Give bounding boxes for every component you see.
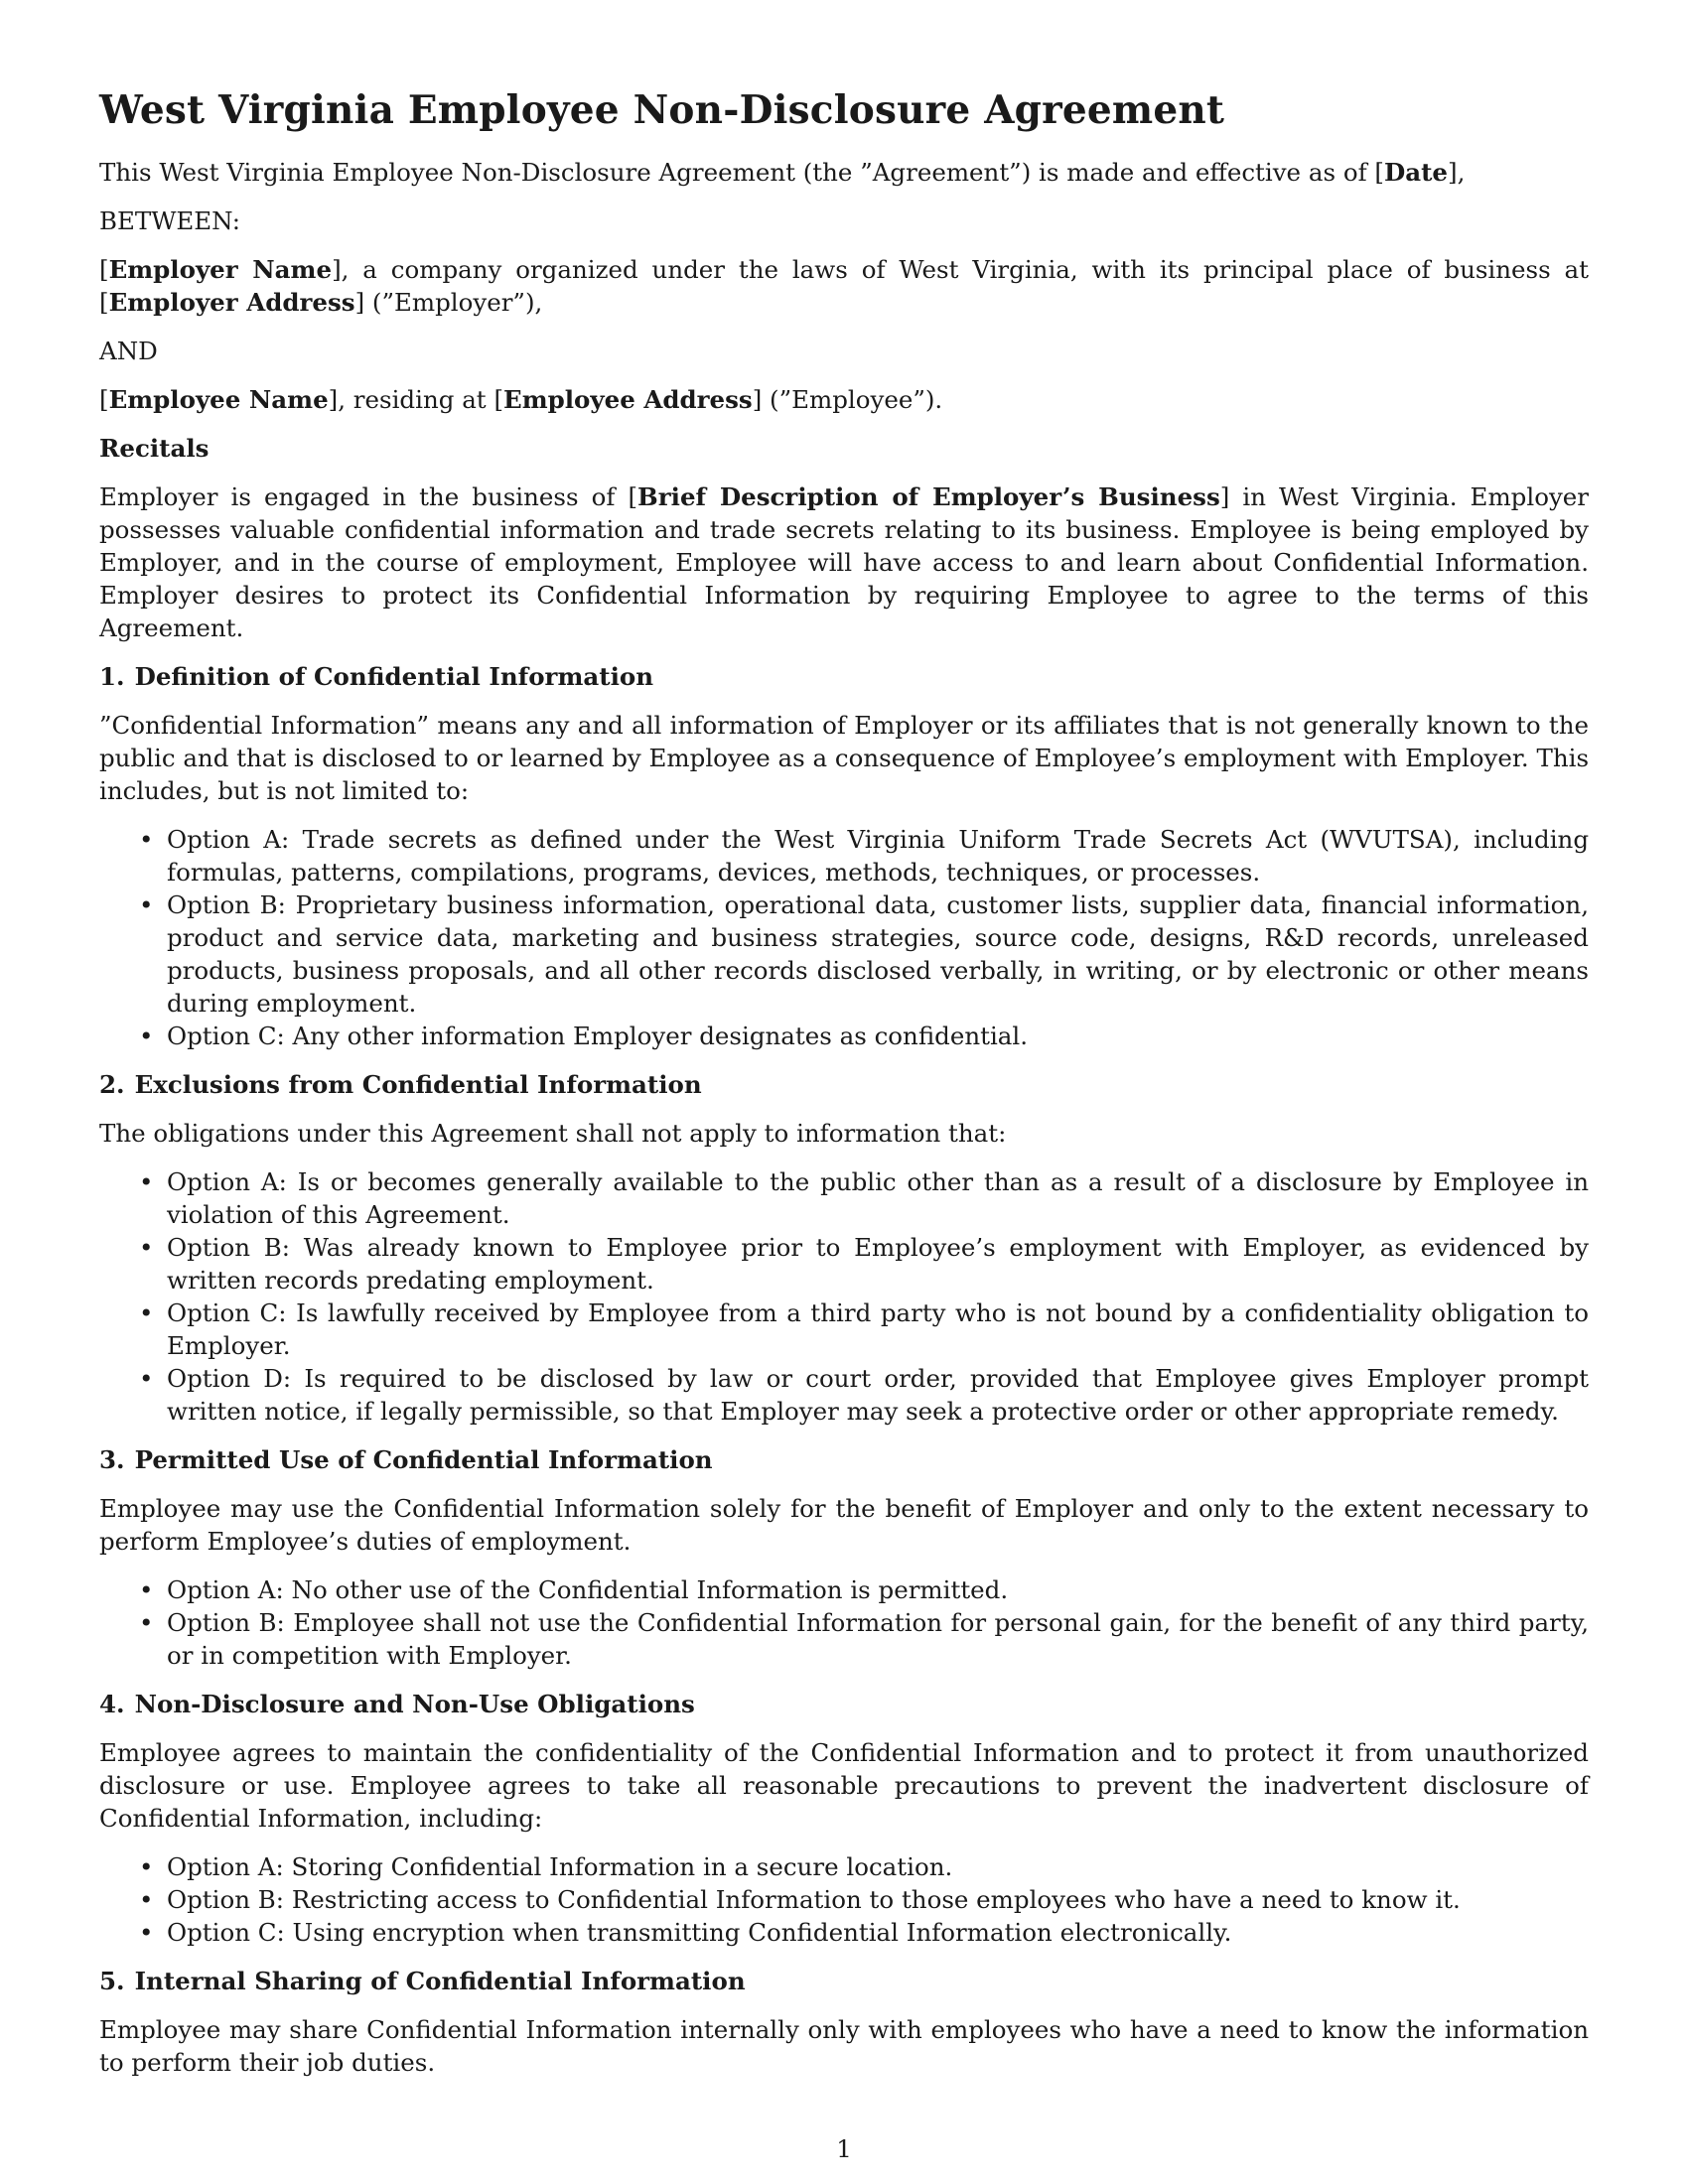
list-item: • Option C: Any other information Employer designates as confidential. <box>99 1020 1589 1052</box>
list-item: • Option C: Is lawfully received by Employee from a third party who is not bound by a confidentiality obligation to Employer. <box>99 1297 1589 1362</box>
document-title: West Virginia Employee Non-Disclosure Agreement <box>99 87 1225 133</box>
section-heading <box>99 1688 1589 1720</box>
page-number: 1 <box>836 2134 852 2163</box>
employer-end-text: (”Employer”), <box>364 288 543 317</box>
employer-address-placeholder: Employer Address <box>108 288 355 317</box>
document-body <box>99 156 1589 2095</box>
section-title: Permitted Use of Confidential Information <box>134 1445 713 1474</box>
employer-name-placeholder: Employer Name <box>108 255 333 284</box>
list-item: • Option B: Restricting access to Confidential Information to those employees who have a need to know it. <box>99 1883 1589 1916</box>
option-list <box>99 1165 1589 1428</box>
section-body: The obligations under this Agreement shall not apply to information that: <box>99 1119 1007 1148</box>
section-number: 3. <box>99 1445 125 1474</box>
employee-end-text: (”Employee”). <box>762 385 943 414</box>
recitals-paragraph: Employer is engaged in the business of [Brief Description of Employer’s Business] in West Virginia. Employer possesses valuable confidential information and trade secrets relating to its business. Employee is being employed by Employer, and in the course of employment, Employee will have access to and learn about Confidential Information. Employer desires to protect its Confidential Information by requiring Employee to agree to the terms of this Agreement. <box>99 482 1589 642</box>
section-body: ”Confidential Information” means any and all information of Employer or its affiliates that is not generally known to the public and that is disclosed to or learned by Employee as a consequence of Employee’s employment with Employer. This includes, but is not limited to: <box>99 711 1590 805</box>
section-title: Definition of Confidential Information <box>134 662 654 691</box>
recitals-pre-text: Employer is engaged in the business of <box>99 482 629 511</box>
list-item: • Option D: Is required to be disclosed by law or court order, provided that Employee gives Employer prompt written notice, if legally permissible, so that Employer may seek a protective order or other appropriate remedy. <box>99 1362 1589 1428</box>
employer-mid-text: , a company organized under the laws of West Virginia, with its principal place of business at <box>341 255 1589 284</box>
list-item: • Option B: Proprietary business information, operational data, customer lists, supplier data, financial information, product and service data, marketing and business strategies, source code, designs, R&D records, unreleased products, business proposals, and all other records disclosed verbally, in writing, or by electronic or other means during employment. <box>99 888 1589 1020</box>
intro-text: This West Virginia Employee Non-Disclosure Agreement (the ”Agreement”) is made and effective as of <box>99 158 1375 187</box>
section-title: Non-Disclosure and Non-Use Obligations <box>134 1690 695 1718</box>
section-heading <box>99 1443 1589 1476</box>
option-list <box>99 1850 1589 1949</box>
business-placeholder: Brief Description of Employer’s Business <box>637 482 1220 511</box>
section-title: Exclusions from Confidential Information <box>134 1070 702 1099</box>
employee-mid-text: , residing at <box>338 385 494 414</box>
section-body: Employee agrees to maintain the confidentiality of the Confidential Information and to protect it from unauthorized disclosure or use. Employee agrees to take all reasonable precautions to prevent the inadvertent disclosure of Confidential Information, including: <box>99 1738 1589 1833</box>
date-placeholder: Date <box>1383 158 1449 187</box>
employee-address-placeholder: Employee Address <box>503 385 753 414</box>
employee-paragraph: [Employee Name], residing at [Employee Address] (”Employee”). <box>99 385 943 414</box>
section-number: 2. <box>99 1070 125 1099</box>
and-label: AND <box>99 337 158 365</box>
section-number: 4. <box>99 1690 125 1718</box>
document-page <box>99 0 1589 2184</box>
list-item: • Option A: Trade secrets as defined under the West Virginia Uniform Trade Secrets Act (WVUTSA), including formulas, patterns, compilations, programs, devices, methods, techniques, or processes. <box>99 823 1589 888</box>
list-item: • Option C: Using encryption when transmitting Confidential Information electronically. <box>99 1916 1589 1949</box>
recitals-heading: Recitals <box>99 434 210 463</box>
section-body: Employee may use the Confidential Information solely for the benefit of Employer and only to the extent necessary to perform Employee’s duties of employment. <box>99 1494 1589 1556</box>
section-number: 1. <box>99 662 125 691</box>
list-item: • Option B: Employee shall not use the Confidential Information for personal gain, for the benefit of any third party, or in competition with Employer. <box>99 1606 1589 1672</box>
section-heading <box>99 1068 1589 1101</box>
list-item: • Option A: Is or becomes generally available to the public other than as a result of a disclosure by Employee in violation of this Agreement. <box>99 1165 1589 1231</box>
between-label: BETWEEN: <box>99 206 240 235</box>
list-item: • Option A: No other use of the Confidential Information is permitted. <box>99 1573 1589 1606</box>
list-item: • Option A: Storing Confidential Information in a secure location. <box>99 1850 1589 1883</box>
option-list <box>99 1573 1589 1672</box>
list-item: • Option B: Was already known to Employee prior to Employee’s employment with Employer, as evidenced by written records predating employment. <box>99 1231 1589 1297</box>
employee-name-placeholder: Employee Name <box>108 385 329 414</box>
option-list <box>99 823 1589 1052</box>
intro-end: , <box>1457 158 1466 187</box>
section-heading <box>99 1965 1589 1997</box>
section-body: Employee may share Confidential Information internally only with employees who have a need to know the information to perform their job duties. <box>99 2015 1589 2077</box>
intro-paragraph: This West Virginia Employee Non-Disclosure Agreement (the ”Agreement”) is made and effective as of [Date], <box>99 158 1466 187</box>
section-number: 5. <box>99 1967 125 1995</box>
recitals-post-text: in West Virginia. Employer possesses valuable confidential information and trade secrets relating to its business. Employee is being employed by Employer, and in the course of employment, Employee will have access to and learn about Confidential Information. Employer desires to protect its Confidential Information by requiring Employee to agree to the terms of this Agreement. <box>99 482 1589 642</box>
employer-paragraph: [Employer Name], a company organized under the laws of West Virginia, with its principal place of business at [Employer Address] (”Employer”), <box>99 255 1589 317</box>
section-heading <box>99 660 1589 693</box>
section-title: Internal Sharing of Confidential Information <box>134 1967 746 1995</box>
